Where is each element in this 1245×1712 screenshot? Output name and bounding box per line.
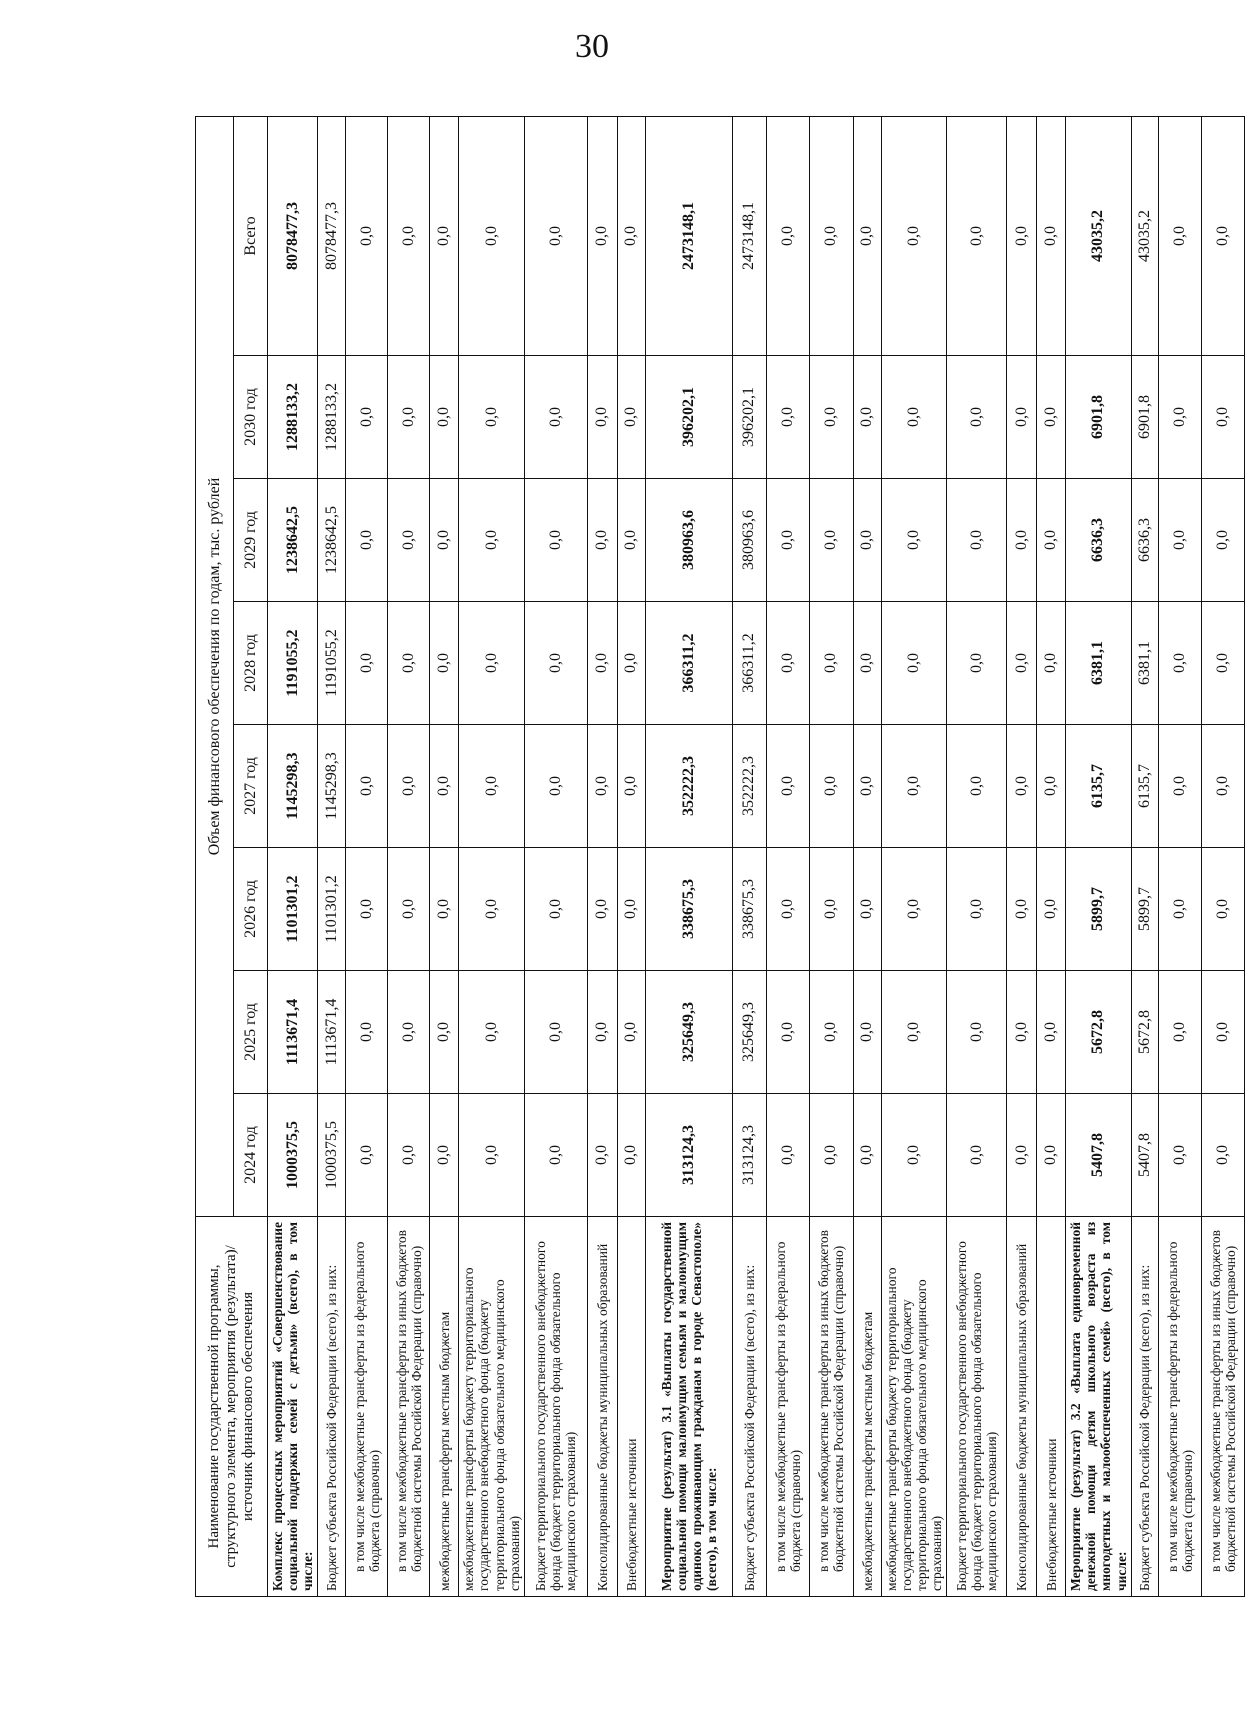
row-label: Комплекс процессных мероприятий «Совершенствование социальной поддержки семей с детьми» (всего), в том числе:: [268, 1217, 318, 1597]
value-cell: 0,0: [766, 116, 809, 355]
table-row: [1201, 116, 1244, 1596]
table-row: [732, 116, 766, 1596]
value-cell: 0,0: [587, 725, 617, 848]
value-cell: 0,0: [1007, 479, 1037, 602]
value-cell: 1113671,4: [318, 971, 346, 1094]
value-cell: 0,0: [809, 479, 853, 602]
value-cell: 1113671,4: [268, 971, 318, 1094]
value-cell: 5672,8: [1066, 971, 1131, 1094]
funding-table: [195, 116, 1245, 1597]
value-cell: 0,0: [1158, 479, 1201, 602]
value-cell: 0,0: [587, 116, 617, 355]
value-cell: 1000375,5: [268, 1094, 318, 1217]
value-cell: 0,0: [853, 356, 881, 479]
value-cell: 5899,7: [1131, 848, 1158, 971]
table-row: [1131, 116, 1158, 1596]
value-cell: 6636,3: [1131, 479, 1158, 602]
value-cell: 43035,2: [1131, 116, 1158, 355]
value-cell: 0,0: [766, 971, 809, 1094]
value-cell: 1191055,2: [318, 602, 346, 725]
value-cell: 0,0: [587, 1094, 617, 1217]
year-header: 2024 год: [234, 1094, 268, 1217]
value-cell: 0,0: [346, 116, 388, 355]
value-cell: 313124,3: [645, 1094, 732, 1217]
value-cell: 338675,3: [732, 848, 766, 971]
table-row: [853, 116, 881, 1596]
row-label: Бюджет территориального государственного внебюджетного фонда (бюджет территориального фонда обязательного медицинского страхования): [947, 1217, 1007, 1597]
value-cell: 0,0: [947, 479, 1007, 602]
value-cell: 0,0: [1201, 971, 1244, 1094]
value-cell: 0,0: [809, 116, 853, 355]
value-cell: 0,0: [617, 848, 645, 971]
table-row: [587, 116, 617, 1596]
value-cell: 0,0: [1037, 971, 1066, 1094]
row-label: межбюджетные трансферты местным бюджетам: [430, 1217, 459, 1597]
value-cell: 1288133,2: [268, 356, 318, 479]
value-cell: 0,0: [881, 356, 946, 479]
value-cell: 0,0: [853, 725, 881, 848]
row-label: Мероприятие (результат) 3.1 «Выплаты государственной социальной помощи малоимущим семьям и малоимущим одиноко проживающим гражданам в городе Севастополе» (всего), в том числе:: [645, 1217, 732, 1597]
value-cell: 0,0: [346, 479, 388, 602]
value-cell: 0,0: [617, 479, 645, 602]
value-cell: 0,0: [766, 848, 809, 971]
value-cell: 0,0: [881, 725, 946, 848]
value-cell: 0,0: [459, 479, 524, 602]
value-cell: 0,0: [617, 356, 645, 479]
table-row: [645, 116, 732, 1596]
row-label: в том числе межбюджетные трансферты из федерального бюджета (справочно): [766, 1217, 809, 1597]
year-header: 2025 год: [234, 971, 268, 1094]
value-cell: 0,0: [388, 1094, 430, 1217]
value-cell: 0,0: [1037, 116, 1066, 355]
row-label: Бюджет территориального государственного внебюджетного фонда (бюджет территориального фонда обязательного медицинского страхования): [524, 1217, 587, 1597]
value-cell: 0,0: [947, 971, 1007, 1094]
value-cell: 0,0: [388, 356, 430, 479]
value-cell: 0,0: [881, 479, 946, 602]
rotated-table-wrapper: [195, 117, 1238, 1597]
value-cell: 0,0: [766, 479, 809, 602]
value-cell: 0,0: [388, 116, 430, 355]
value-cell: 0,0: [1201, 725, 1244, 848]
value-cell: 0,0: [459, 1094, 524, 1217]
value-cell: 0,0: [524, 356, 587, 479]
table-row: [947, 116, 1007, 1596]
row-label: межбюджетные трансферты местным бюджетам: [853, 1217, 881, 1597]
value-cell: 0,0: [430, 848, 459, 971]
value-cell: 352222,3: [645, 725, 732, 848]
funding-volume-header: Объем финансового обеспечения по годам, тыс. рублей: [196, 116, 234, 1216]
value-cell: 0,0: [346, 602, 388, 725]
value-cell: 0,0: [1201, 356, 1244, 479]
value-cell: 0,0: [881, 1094, 946, 1217]
row-label: Внебюджетные источники: [1037, 1217, 1066, 1597]
value-cell: 0,0: [459, 602, 524, 725]
value-cell: 0,0: [346, 971, 388, 1094]
value-cell: 0,0: [1201, 479, 1244, 602]
value-cell: 0,0: [766, 356, 809, 479]
value-cell: 0,0: [809, 848, 853, 971]
value-cell: 0,0: [587, 479, 617, 602]
value-cell: 0,0: [1158, 971, 1201, 1094]
table-row: [346, 116, 388, 1596]
value-cell: 1191055,2: [268, 602, 318, 725]
row-label: Бюджет субъекта Российской Федерации (всего), из них:: [1131, 1217, 1158, 1597]
value-cell: 43035,2: [1066, 116, 1131, 355]
value-cell: 8078477,3: [318, 116, 346, 355]
row-label: Мероприятие (результат) 3.2 «Выплата единовременной денежной помощи детям школьного возраста из многодетных и малообеспеченных семей» (всего), в том числе:: [1066, 1217, 1131, 1597]
value-cell: 0,0: [881, 971, 946, 1094]
value-cell: 0,0: [766, 602, 809, 725]
value-cell: 0,0: [617, 602, 645, 725]
value-cell: 1145298,3: [268, 725, 318, 848]
row-label: в том числе межбюджетные трансферты из федерального бюджета (справочно): [346, 1217, 388, 1597]
value-cell: 1145298,3: [318, 725, 346, 848]
value-cell: 0,0: [1007, 1094, 1037, 1217]
value-cell: 0,0: [853, 479, 881, 602]
value-cell: 0,0: [524, 725, 587, 848]
value-cell: 0,0: [1158, 725, 1201, 848]
year-header: 2030 год: [234, 356, 268, 479]
value-cell: 0,0: [388, 725, 430, 848]
table-row: [268, 116, 318, 1596]
value-cell: 338675,3: [645, 848, 732, 971]
value-cell: 6381,1: [1131, 602, 1158, 725]
value-cell: 0,0: [766, 725, 809, 848]
value-cell: 0,0: [853, 848, 881, 971]
value-cell: 0,0: [881, 116, 946, 355]
value-cell: 6901,8: [1066, 356, 1131, 479]
table-row: [1007, 116, 1037, 1596]
value-cell: 0,0: [853, 1094, 881, 1217]
row-label: в том числе межбюджетные трансферты из федерального бюджета (справочно): [1158, 1217, 1201, 1597]
value-cell: 1101301,2: [268, 848, 318, 971]
value-cell: 0,0: [617, 971, 645, 1094]
table-row: [617, 116, 645, 1596]
value-cell: 0,0: [346, 725, 388, 848]
value-cell: 0,0: [1037, 356, 1066, 479]
table-row: [1158, 116, 1201, 1596]
value-cell: 1101301,2: [318, 848, 346, 971]
row-label: Консолидированные бюджеты муниципальных образований: [587, 1217, 617, 1597]
value-cell: 0,0: [587, 602, 617, 725]
row-label: Бюджет субъекта Российской Федерации (всего), из них:: [318, 1217, 346, 1597]
value-cell: 0,0: [809, 602, 853, 725]
table-row: [809, 116, 853, 1596]
value-cell: 0,0: [524, 116, 587, 355]
value-cell: 313124,3: [732, 1094, 766, 1217]
value-cell: 0,0: [459, 725, 524, 848]
row-label: межбюджетные трансферты бюджету территориального государственного внебюджетного фонда (бюджету территориального фонда обязательного медицинского страхования): [459, 1217, 524, 1597]
value-cell: 0,0: [947, 848, 1007, 971]
value-cell: 325649,3: [732, 971, 766, 1094]
value-cell: 0,0: [1037, 848, 1066, 971]
value-cell: 0,0: [459, 356, 524, 479]
table-row: [1037, 116, 1066, 1596]
value-cell: 0,0: [881, 602, 946, 725]
value-cell: 1238642,5: [318, 479, 346, 602]
value-cell: 0,0: [388, 971, 430, 1094]
value-cell: 0,0: [947, 602, 1007, 725]
value-cell: 396202,1: [645, 356, 732, 479]
value-cell: 0,0: [1007, 971, 1037, 1094]
value-cell: 6636,3: [1066, 479, 1131, 602]
value-cell: 0,0: [430, 971, 459, 1094]
row-label: в том числе межбюджетные трансферты из иных бюджетов бюджетной системы Российской Федерации (справочно): [809, 1217, 853, 1597]
value-cell: 0,0: [587, 356, 617, 479]
row-label: Внебюджетные источники: [617, 1217, 645, 1597]
value-cell: 0,0: [388, 479, 430, 602]
value-cell: 5407,8: [1066, 1094, 1131, 1217]
year-header: 2026 год: [234, 848, 268, 971]
value-cell: 0,0: [947, 116, 1007, 355]
year-header: Всего: [234, 116, 268, 355]
value-cell: 6135,7: [1131, 725, 1158, 848]
value-cell: 0,0: [1158, 602, 1201, 725]
table-row: [1066, 116, 1131, 1596]
year-header: 2027 год: [234, 725, 268, 848]
value-cell: 380963,6: [732, 479, 766, 602]
value-cell: 0,0: [853, 116, 881, 355]
value-cell: 0,0: [430, 602, 459, 725]
value-cell: 396202,1: [732, 356, 766, 479]
value-cell: 0,0: [459, 971, 524, 1094]
value-cell: 352222,3: [732, 725, 766, 848]
value-cell: 0,0: [587, 971, 617, 1094]
value-cell: 0,0: [881, 848, 946, 971]
value-cell: 5407,8: [1131, 1094, 1158, 1217]
value-cell: 366311,2: [732, 602, 766, 725]
value-cell: 0,0: [947, 356, 1007, 479]
value-cell: 0,0: [346, 848, 388, 971]
value-cell: 0,0: [617, 116, 645, 355]
value-cell: 0,0: [809, 971, 853, 1094]
value-cell: 0,0: [947, 725, 1007, 848]
value-cell: 0,0: [1158, 116, 1201, 355]
value-cell: 380963,6: [645, 479, 732, 602]
value-cell: 0,0: [1007, 356, 1037, 479]
value-cell: 0,0: [524, 602, 587, 725]
row-label: в том числе межбюджетные трансферты из иных бюджетов бюджетной системы Российской Федерации (справочно): [388, 1217, 430, 1597]
value-cell: 0,0: [1201, 602, 1244, 725]
table-row: [388, 116, 430, 1596]
table-row: [766, 116, 809, 1596]
value-cell: 0,0: [853, 602, 881, 725]
value-cell: 0,0: [809, 1094, 853, 1217]
value-cell: 0,0: [430, 725, 459, 848]
value-cell: 0,0: [524, 848, 587, 971]
row-label: Бюджет субъекта Российской Федерации (всего), из них:: [732, 1217, 766, 1597]
value-cell: 0,0: [524, 1094, 587, 1217]
value-cell: 0,0: [1007, 116, 1037, 355]
value-cell: 0,0: [1037, 725, 1066, 848]
value-cell: 0,0: [809, 725, 853, 848]
value-cell: 0,0: [430, 116, 459, 355]
page-number: 30: [575, 28, 609, 65]
name-column-header: Наименование государственной программы, структурного элемента, мероприятия (результата)/источник финансового обеспечения: [196, 1217, 268, 1597]
value-cell: 6901,8: [1131, 356, 1158, 479]
value-cell: 0,0: [766, 1094, 809, 1217]
table-row: [318, 116, 346, 1596]
value-cell: 6381,1: [1066, 602, 1131, 725]
value-cell: 0,0: [524, 479, 587, 602]
value-cell: 0,0: [1158, 848, 1201, 971]
value-cell: 0,0: [524, 971, 587, 1094]
value-cell: 5672,8: [1131, 971, 1158, 1094]
value-cell: 0,0: [388, 848, 430, 971]
table-row: [459, 116, 524, 1596]
value-cell: 2473148,1: [732, 116, 766, 355]
value-cell: 0,0: [388, 602, 430, 725]
value-cell: 0,0: [947, 1094, 1007, 1217]
value-cell: 0,0: [1201, 848, 1244, 971]
value-cell: 0,0: [1007, 602, 1037, 725]
value-cell: 0,0: [430, 356, 459, 479]
value-cell: 0,0: [617, 725, 645, 848]
value-cell: 0,0: [1037, 602, 1066, 725]
value-cell: 1288133,2: [318, 356, 346, 479]
value-cell: 5899,7: [1066, 848, 1131, 971]
year-header: 2028 год: [234, 602, 268, 725]
value-cell: 0,0: [617, 1094, 645, 1217]
value-cell: 325649,3: [645, 971, 732, 1094]
year-header: 2029 год: [234, 479, 268, 602]
value-cell: 0,0: [1037, 479, 1066, 602]
row-label: в том числе межбюджетные трансферты из иных бюджетов бюджетной системы Российской Федерации (справочно): [1201, 1217, 1244, 1597]
value-cell: 0,0: [430, 479, 459, 602]
value-cell: 0,0: [346, 1094, 388, 1217]
value-cell: 0,0: [1007, 725, 1037, 848]
value-cell: 0,0: [809, 356, 853, 479]
value-cell: 0,0: [853, 971, 881, 1094]
value-cell: 0,0: [1158, 1094, 1201, 1217]
value-cell: 366311,2: [645, 602, 732, 725]
value-cell: 0,0: [1201, 1094, 1244, 1217]
table-row: [524, 116, 587, 1596]
table-row: [881, 116, 946, 1596]
value-cell: 2473148,1: [645, 116, 732, 355]
table-row: [430, 116, 459, 1596]
value-cell: 8078477,3: [268, 116, 318, 355]
value-cell: 0,0: [1201, 116, 1244, 355]
value-cell: 0,0: [459, 116, 524, 355]
value-cell: 1000375,5: [318, 1094, 346, 1217]
row-label: Консолидированные бюджеты муниципальных образований: [1007, 1217, 1037, 1597]
value-cell: 0,0: [1158, 356, 1201, 479]
value-cell: 0,0: [346, 356, 388, 479]
row-label: межбюджетные трансферты бюджету территориального государственного внебюджетного фонда (бюджету территориального фонда обязательного медицинского страхования): [881, 1217, 946, 1597]
value-cell: 0,0: [459, 848, 524, 971]
value-cell: 0,0: [1037, 1094, 1066, 1217]
value-cell: 0,0: [1007, 848, 1037, 971]
value-cell: 0,0: [430, 1094, 459, 1217]
value-cell: 1238642,5: [268, 479, 318, 602]
value-cell: 0,0: [587, 848, 617, 971]
value-cell: 6135,7: [1066, 725, 1131, 848]
